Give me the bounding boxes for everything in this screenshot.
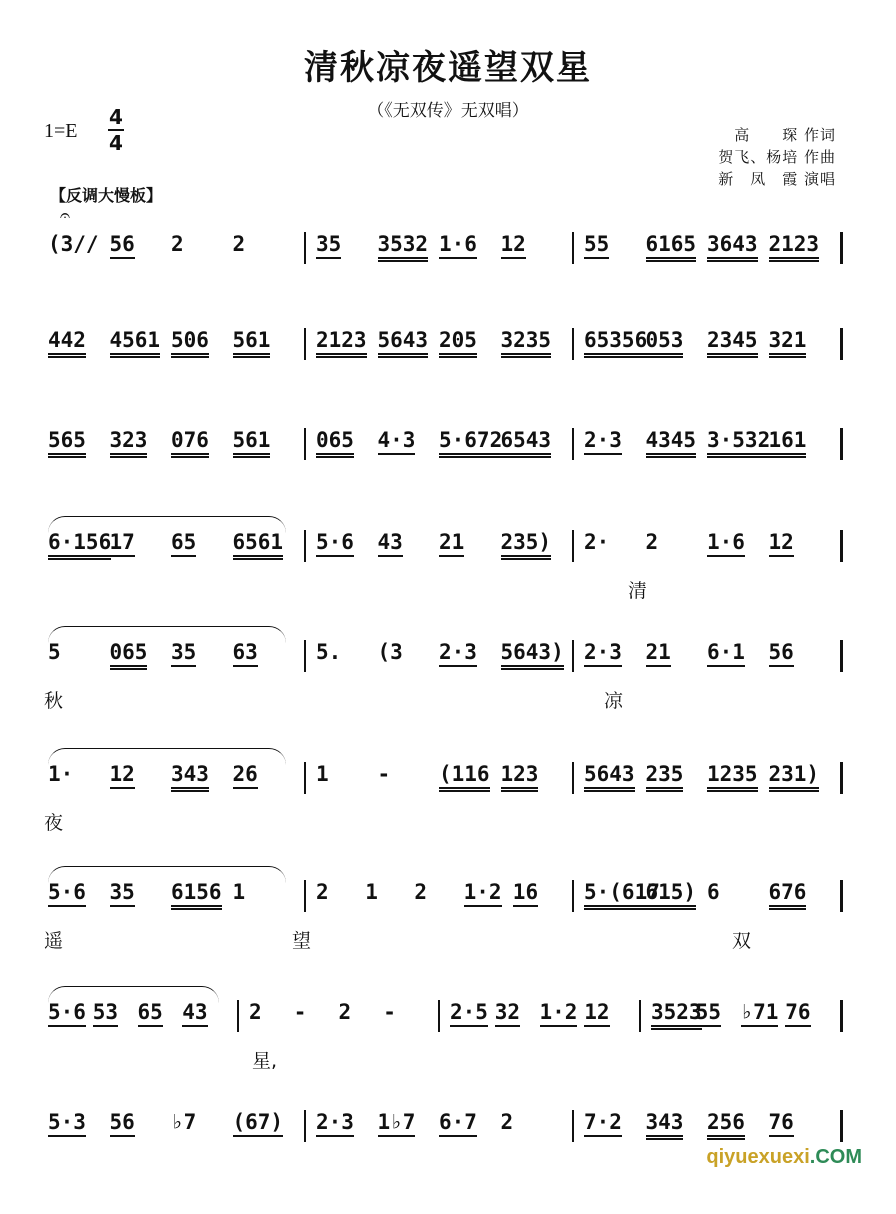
score-system xyxy=(0,640,896,744)
time-signature-top: 4 xyxy=(109,105,123,129)
lyric-char: 清 xyxy=(628,580,648,602)
notation-beat: 55 xyxy=(696,1000,721,1027)
notation-beat: 5·6 xyxy=(48,1000,86,1027)
notation-beat: 6561 xyxy=(233,530,284,560)
notation-beat: 21 xyxy=(439,530,464,557)
notation-beat: 12 xyxy=(501,232,526,259)
notation-beat: 56 xyxy=(110,232,135,259)
lyric-char: 星, xyxy=(252,1050,278,1072)
notation-beat: 65 xyxy=(138,1000,163,1027)
notation-beat: - xyxy=(383,1000,396,1024)
notation-beat: 1235 xyxy=(707,762,758,792)
notation-beat: 3235 xyxy=(501,328,552,358)
notation-beat: 2·3 xyxy=(584,640,622,667)
slur xyxy=(48,626,286,643)
notation-beat: 53 xyxy=(93,1000,118,1027)
notation-beat: 4345 xyxy=(646,428,697,458)
notation-beat: 55 xyxy=(584,232,609,259)
slur xyxy=(48,866,286,883)
credit-singer: 新 凤 霞 演唱 xyxy=(718,170,836,188)
notation-beat: 2 xyxy=(500,1110,514,1134)
notation-beat: 123 xyxy=(501,762,539,792)
credit-composer: 贺飞、杨培 作曲 xyxy=(718,148,836,166)
fermata-icon: 𝄐 xyxy=(60,205,71,226)
notation-beat: 235 xyxy=(646,762,684,792)
notation-beat: 442 xyxy=(48,328,86,358)
watermark-part2: .COM xyxy=(809,1146,862,1168)
notation-beat: 2·3 xyxy=(316,1110,354,1137)
barline xyxy=(840,428,843,460)
notation-beat: 2 xyxy=(645,530,659,554)
lyric-char: 遥 xyxy=(44,930,64,952)
barline xyxy=(572,232,574,264)
barline xyxy=(304,328,306,360)
notation-beat: 3643 xyxy=(707,232,758,262)
lyric-char: 双 xyxy=(732,930,752,952)
notation-beat: 323 xyxy=(110,428,148,458)
notation-beat: 6 xyxy=(707,880,720,904)
notation-beat: 5·672 xyxy=(439,428,502,458)
barline xyxy=(840,232,843,264)
barline xyxy=(438,1000,440,1032)
notation-beat: 12 xyxy=(110,762,135,789)
notation-beat: 17 xyxy=(110,530,135,557)
notation-beat: 5·6 xyxy=(48,880,86,907)
watermark-part1: qiyuexuexi xyxy=(706,1146,810,1168)
score-system xyxy=(0,762,896,866)
barline xyxy=(572,640,574,672)
barline xyxy=(572,328,574,360)
notation-beat: 231) xyxy=(769,762,820,792)
notation-beat: 6·1 xyxy=(707,640,745,667)
notation-beat: 2 xyxy=(249,1000,262,1024)
notation-beat: 1 xyxy=(365,880,378,904)
barline xyxy=(304,1110,306,1142)
notation-beat: 2 xyxy=(338,1000,352,1024)
time-signature-bottom: 4 xyxy=(109,131,123,155)
notation-beat: 2 xyxy=(232,232,246,256)
score-system xyxy=(0,1000,896,1104)
notation-beat: 3·532 xyxy=(707,428,770,458)
notation-beat: - xyxy=(377,762,391,786)
notation-beat: 5643 xyxy=(378,328,429,358)
barline xyxy=(572,530,574,562)
notation-beat: 2 xyxy=(171,232,184,256)
notation-beat: 565 xyxy=(48,428,86,458)
notation-beat: 161 xyxy=(769,428,807,458)
notation-beat: 3523 xyxy=(651,1000,702,1030)
notation-beat: 2 xyxy=(316,880,329,904)
barline xyxy=(840,530,843,562)
barline xyxy=(304,428,306,460)
barline xyxy=(840,762,843,794)
notation-beat: 1· xyxy=(48,762,74,786)
notation-beat: 21 xyxy=(646,640,671,667)
notation-beat: 5 xyxy=(48,640,61,664)
notation-beat: 053 xyxy=(646,328,684,358)
notation-beat: 76 xyxy=(769,1110,794,1137)
slur xyxy=(48,516,286,533)
notation-beat: 1 xyxy=(232,880,246,904)
notation-beat: 35 xyxy=(316,232,341,259)
notation-beat: 2·3 xyxy=(439,640,477,667)
notation-beat: 076 xyxy=(171,428,209,458)
barline xyxy=(304,880,306,912)
barline xyxy=(840,880,843,912)
notation-beat: 1·6 xyxy=(439,232,477,259)
notation-beat: ♭71 xyxy=(741,1000,779,1027)
notation-beat: 3532 xyxy=(378,232,429,262)
notation-beat: 065 xyxy=(316,428,354,458)
notation-beat: 5·3 xyxy=(48,1110,86,1137)
barline xyxy=(572,762,574,794)
notation-beat: (3// xyxy=(48,232,99,256)
score-system xyxy=(0,328,896,432)
barline xyxy=(304,762,306,794)
barline xyxy=(304,640,306,672)
barline xyxy=(237,1000,239,1032)
notation-beat: 2·3 xyxy=(584,428,622,455)
notation-beat: 5·(617 xyxy=(584,880,660,910)
notation-beat: - xyxy=(293,1000,307,1024)
notation-beat: 065 xyxy=(110,640,148,670)
time-signature xyxy=(108,106,124,154)
notation-beat: 1·2 xyxy=(464,880,502,907)
notation-beat: 343 xyxy=(171,762,209,792)
notation-beat: 6156 xyxy=(171,880,222,910)
notation-beat: 12 xyxy=(584,1000,609,1027)
notation-beat: 56 xyxy=(110,1110,135,1137)
barline xyxy=(840,328,843,360)
lyric-char: 望 xyxy=(292,930,312,952)
notation-beat: 7·2 xyxy=(584,1110,622,1137)
watermark xyxy=(706,1146,862,1169)
score-system xyxy=(0,530,896,634)
notation-beat: 615) xyxy=(646,880,697,910)
page-subtitle: （《无双传》无双唱） xyxy=(367,101,529,121)
notation-beat: 256 xyxy=(707,1110,745,1140)
credit-lyricist: 高 琛 作词 xyxy=(734,126,836,144)
notation-beat: 5643 xyxy=(584,762,635,792)
barline xyxy=(304,530,306,562)
notation-beat: (3 xyxy=(377,640,403,664)
slur xyxy=(48,748,286,765)
barline xyxy=(639,1000,641,1032)
notation-beat: (67) xyxy=(233,1110,284,1137)
barline xyxy=(840,640,843,672)
notation-beat: 2 xyxy=(414,880,428,904)
barline xyxy=(572,428,574,460)
notation-beat: 5643) xyxy=(501,640,564,670)
notation-beat: 321 xyxy=(769,328,807,358)
notation-beat: 65 xyxy=(171,530,196,557)
notation-beat: 235) xyxy=(501,530,552,560)
score-system xyxy=(0,880,896,984)
notation-beat: 56 xyxy=(769,640,794,667)
notation-beat: 2123 xyxy=(769,232,820,262)
notation-beat: 1 xyxy=(316,762,329,786)
notation-beat: 4·3 xyxy=(378,428,416,455)
notation-beat: 6·7 xyxy=(439,1110,477,1137)
notation-beat: 343 xyxy=(646,1110,684,1140)
page-title: 清秋凉夜遥望双星 xyxy=(304,48,592,88)
notation-beat: 26 xyxy=(233,762,258,789)
barline xyxy=(840,1110,843,1142)
notation-beat: (116 xyxy=(439,762,490,792)
notation-beat: 5. xyxy=(316,640,342,664)
notation-beat: 2345 xyxy=(707,328,758,358)
notation-beat: 6165 xyxy=(646,232,697,262)
notation-beat: 561 xyxy=(233,328,271,358)
notation-beat: 43 xyxy=(182,1000,207,1027)
notation-beat: 676 xyxy=(769,880,807,910)
barline xyxy=(572,880,574,912)
notation-beat: 2123 xyxy=(316,328,367,358)
barline xyxy=(572,1110,574,1142)
notation-beat: 16 xyxy=(513,880,538,907)
notation-beat: 35 xyxy=(110,880,135,907)
notation-beat: 6·156 xyxy=(48,530,111,560)
notation-beat: 6543 xyxy=(501,428,552,458)
notation-beat: 2·5 xyxy=(450,1000,488,1027)
notation-beat: 4561 xyxy=(110,328,161,358)
notation-beat: 32 xyxy=(495,1000,520,1027)
notation-beat: 5·6 xyxy=(316,530,354,557)
notation-beat: 1·6 xyxy=(707,530,745,557)
notation-beat: 1♭7 xyxy=(378,1110,416,1137)
barline xyxy=(840,1000,843,1032)
notation-beat: 35 xyxy=(171,640,196,667)
notation-beat: 205 xyxy=(439,328,477,358)
notation-beat: 63 xyxy=(233,640,258,667)
score-system xyxy=(0,232,896,336)
notation-beat: 43 xyxy=(378,530,403,557)
tempo-marking: 【反调大慢板】 xyxy=(50,186,163,205)
notation-beat: 506 xyxy=(171,328,209,358)
key-signature: 1=E xyxy=(44,120,78,142)
notation-beat: 65356 xyxy=(584,328,647,358)
notation-beat: 76 xyxy=(785,1000,810,1027)
notation-beat: 12 xyxy=(769,530,794,557)
lyric-char: 夜 xyxy=(44,812,64,834)
lyric-char: 秋 xyxy=(44,690,64,712)
notation-beat: ♭7 xyxy=(171,1110,197,1134)
notation-beat: 1·2 xyxy=(540,1000,578,1027)
notation-beat: 561 xyxy=(233,428,271,458)
slur xyxy=(48,986,219,1003)
lyric-char: 凉 xyxy=(604,690,624,712)
notation-beat: 2· xyxy=(584,530,610,554)
barline xyxy=(304,232,306,264)
